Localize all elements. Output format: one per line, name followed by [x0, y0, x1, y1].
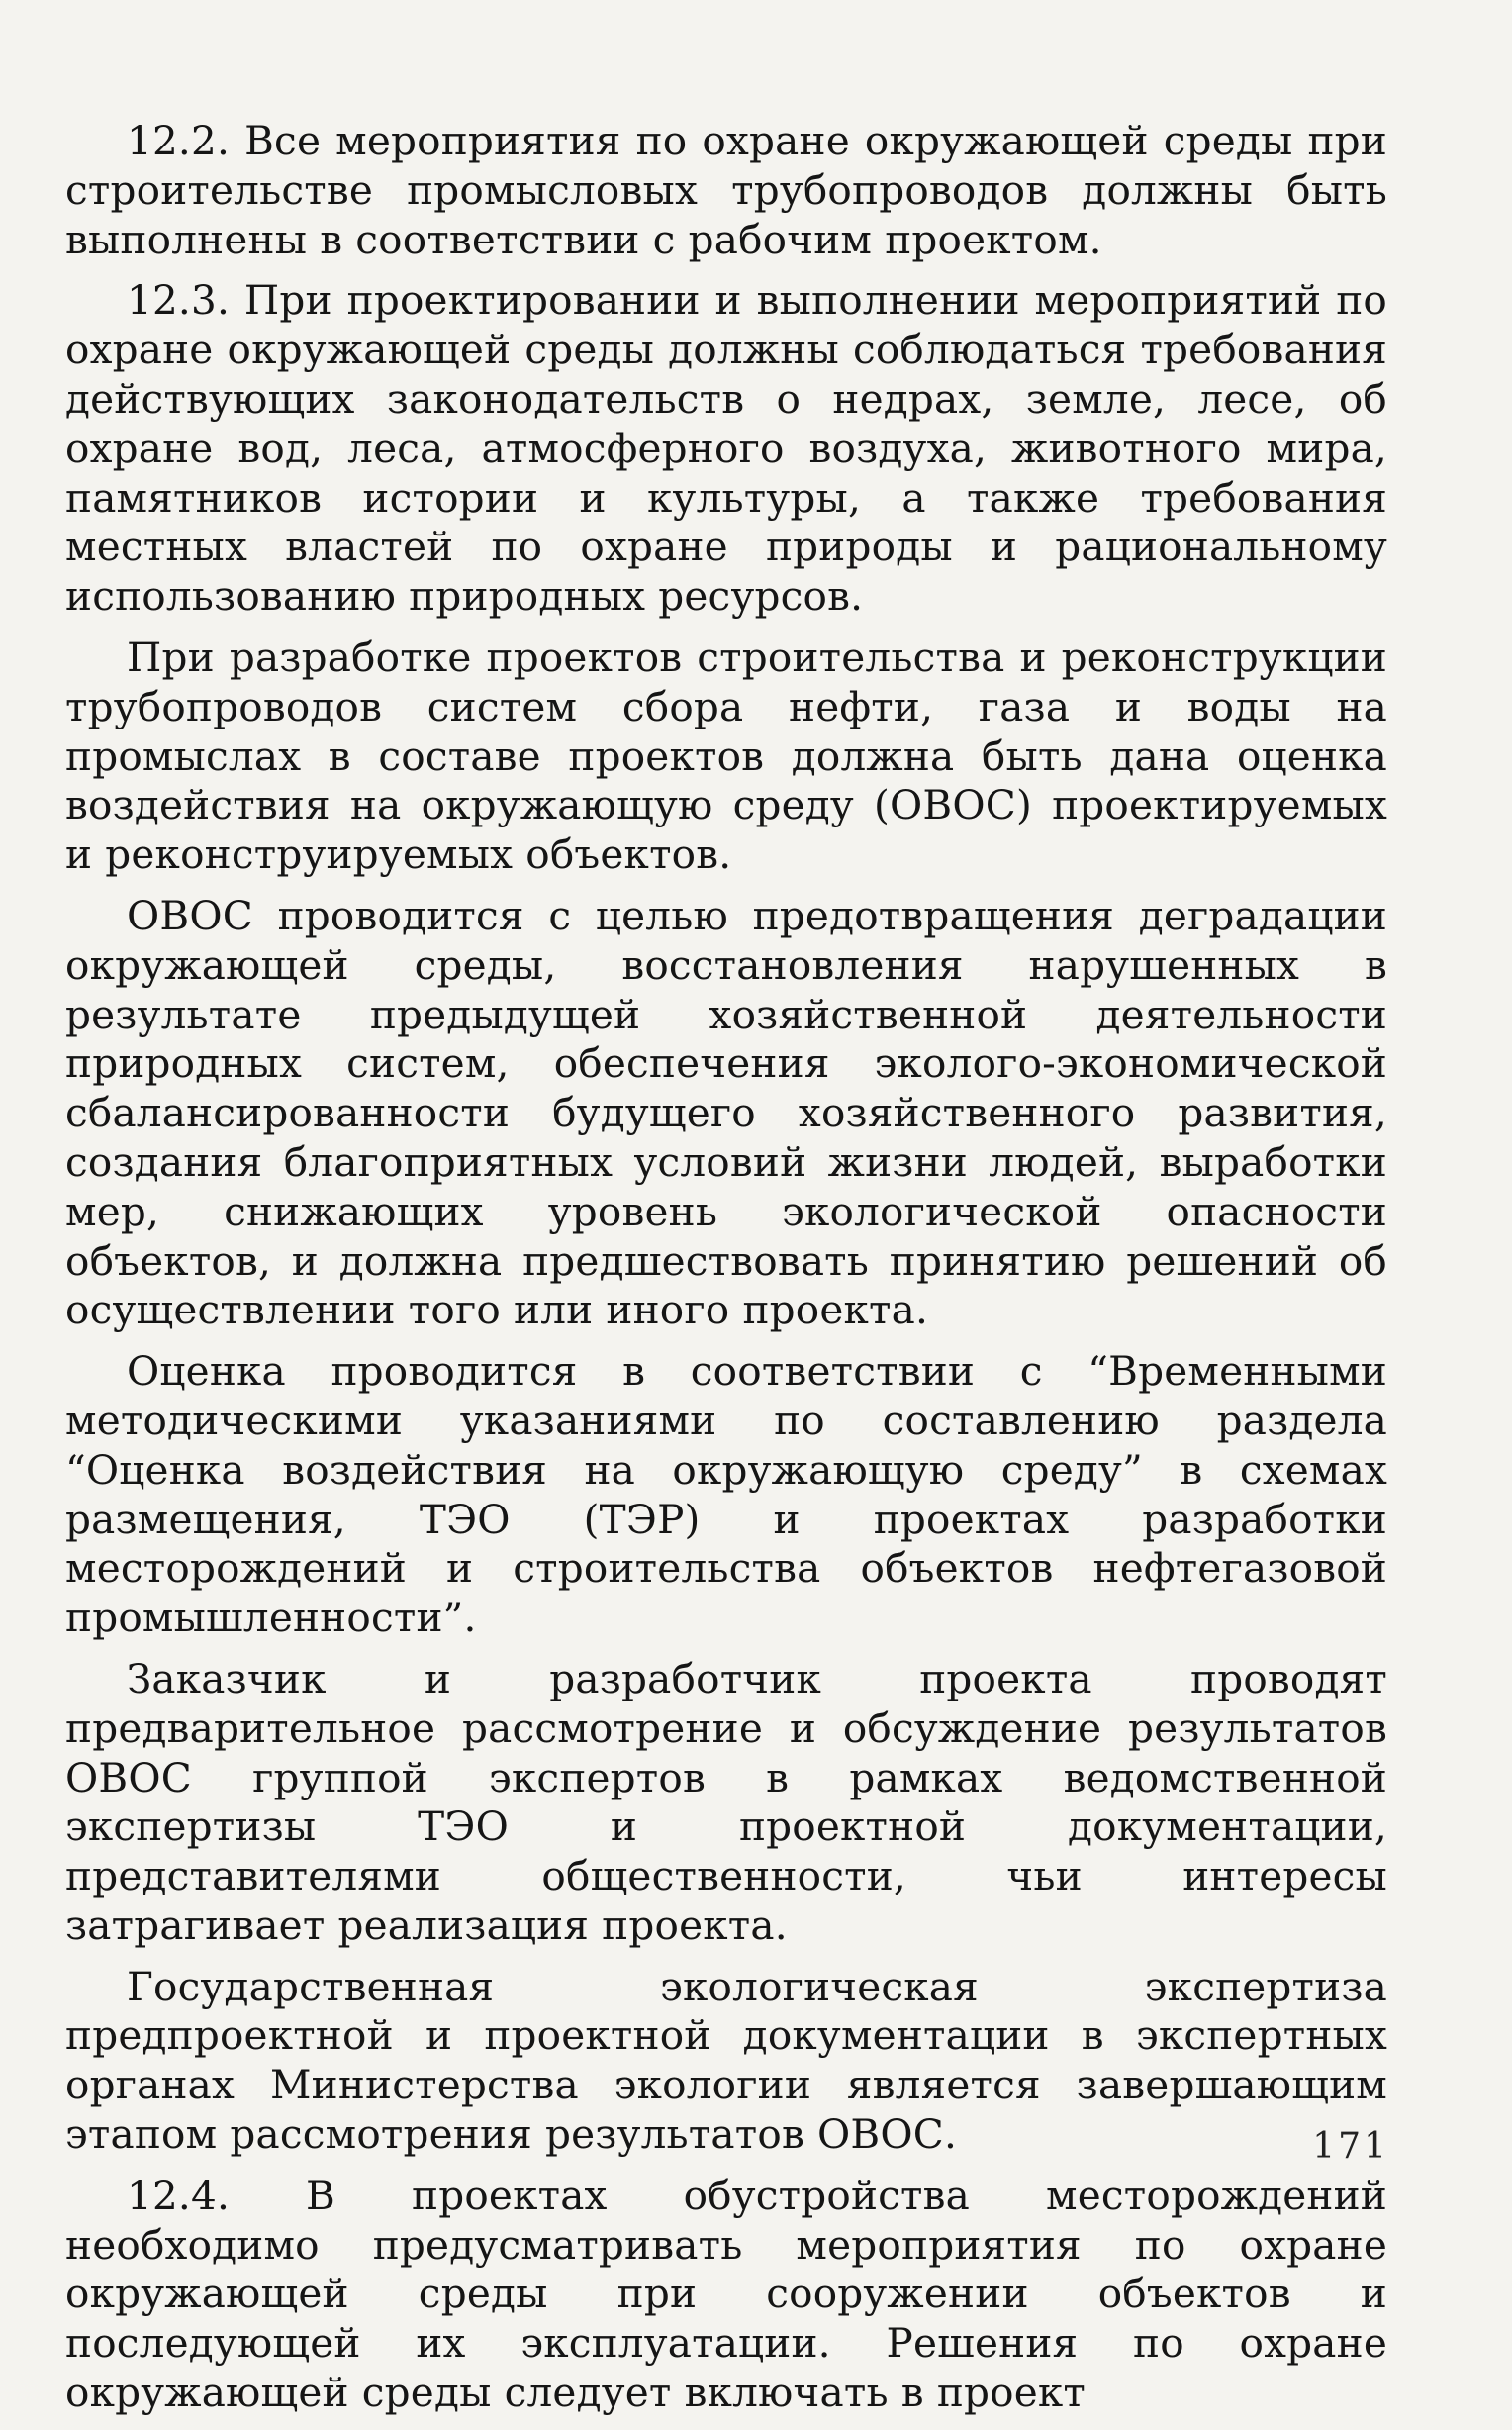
paragraph-ovos-purpose: ОВОС проводится с целью предотвращения деградации окружающей среды, восстановления нарушенных в результате предыдущей хозяйственной деятельности природных систем, обеспечения эколого-экономической сбалансированности будущего хозяйственного развития, создания благоприятных условий жизни людей, выработки мер, снижающих уровень экологической опасности объектов, и должна предшествовать принятию решений об осуществлении того или иного проекта.: [65, 891, 1387, 1334]
paragraph-customer-review: Заказчик и разработчик проекта проводят предварительное рассмотрение и обсуждение результатов ОВОС группой экспертов в рамках ведомственной экспертизы ТЭО и проектной документации, представителями общественности, чьи интересы затрагивает реализация проекта.: [65, 1654, 1387, 1949]
page-number: 171: [1312, 2126, 1389, 2167]
paragraph-state-expertise: Государственная экологическая экспертиза предпроектной и проектной документации в экспертных органах Министерства экологии является завершающим этапом рассмотрения результатов ОВОС.: [65, 1962, 1387, 2159]
paragraph-12-3: 12.3. При проектировании и выполнении мероприятий по охране окружающей среды должны соблюдаться требования действующих законодательств о недрах, земле, лесе, об охране вод, леса, атмосферного воздуха, животного мира, памятников истории и культуры, а также требования местных властей по охране природы и рациональному использованию природных ресурсов.: [65, 276, 1387, 621]
paragraph-12-4: 12.4. В проектах обустройства месторождений необходимо предусматривать мероприятия по охране окружающей среды при сооружении объектов и последующей их эксплуатации. Решения по охране окружающей среды следует включать в проект: [65, 2171, 1387, 2417]
paragraph-assessment-guidelines: Оценка проводится в соответствии с “Временными методическими указаниями по составлению раздела “Оценка воздействия на окружающую среду” в схемах размещения, ТЭО (ТЭР) и проектах разработки месторождений и строительства объектов нефтегазовой промышленности”.: [65, 1347, 1387, 1642]
paragraph-12-2: 12.2. Все мероприятия по охране окружающей среды при строительстве промысловых трубопроводов должны быть выполнены в соответствии с рабочим проектом.: [65, 117, 1387, 263]
paragraph-reconstruction-projects: При разработке проектов строительства и реконструкции трубопроводов систем сбора нефти, газа и воды на промыслах в составе проектов должна быть дана оценка воздействия на окружающую среду (ОВОС) проектируемых и реконструируемых объектов.: [65, 632, 1387, 879]
page-body: [65, 117, 1387, 2430]
